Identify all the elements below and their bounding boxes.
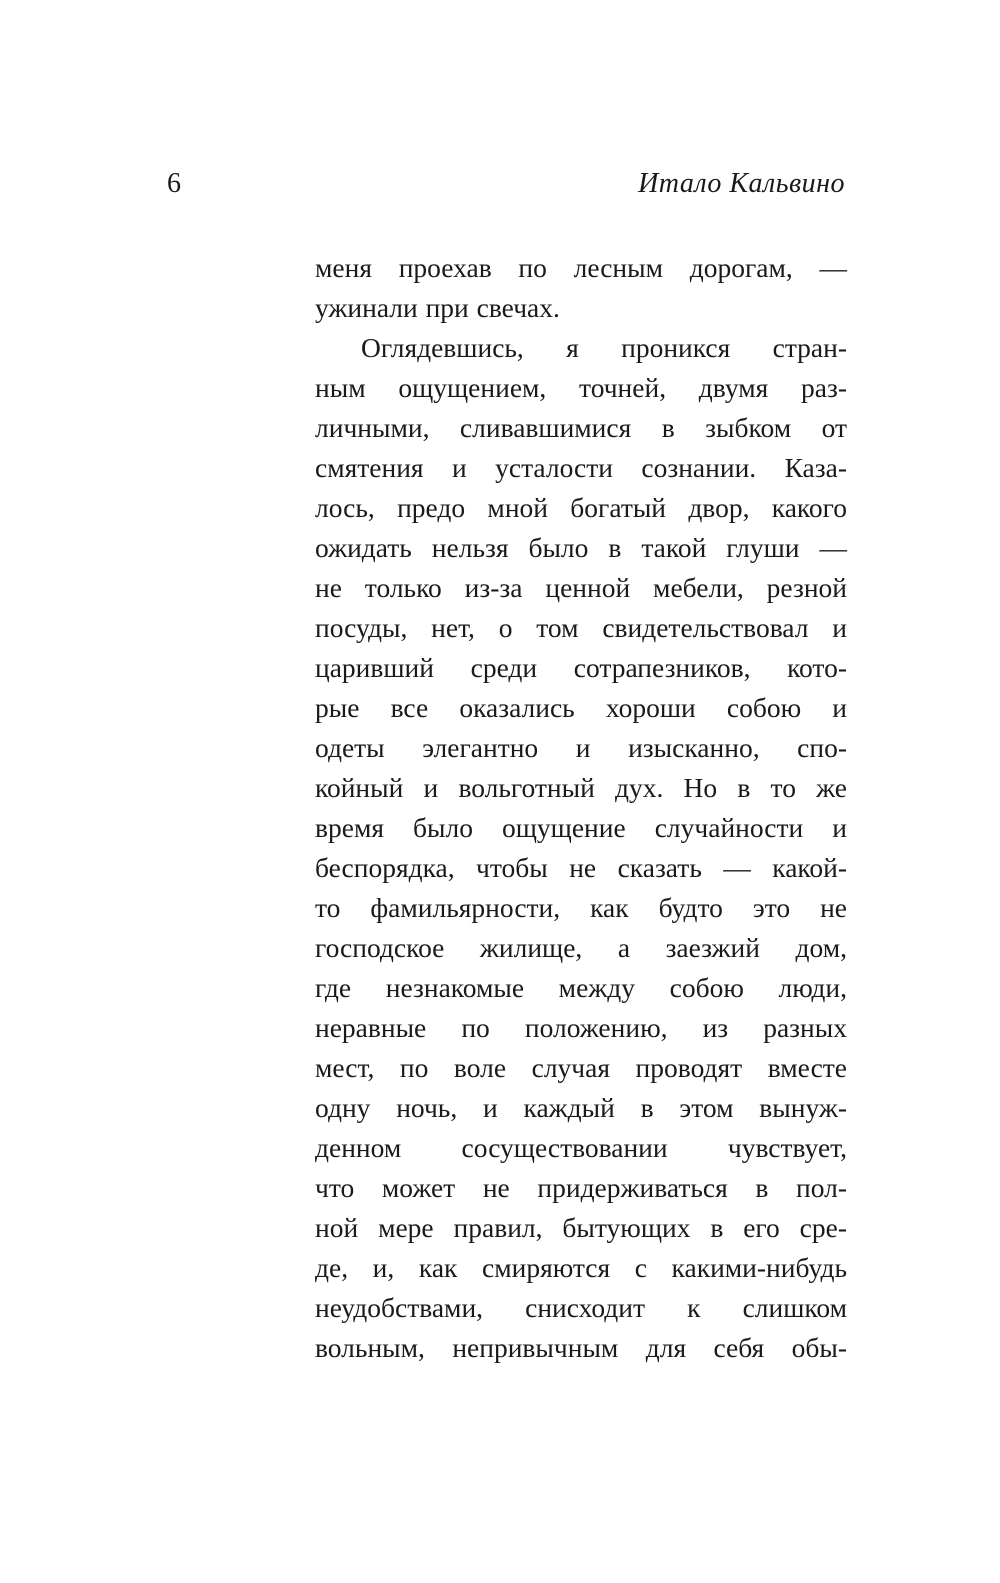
text-line: ной мере правил, бытующих в его сре-	[315, 1212, 847, 1243]
text-line: де, и, как смиряются с какими-нибудь	[315, 1252, 847, 1283]
text-line: койный и вольготный дух. Но в то же	[315, 772, 847, 803]
running-title: Итало Кальвино	[638, 168, 845, 199]
text-line: не только из-за ценной мебели, резной	[315, 572, 847, 603]
text-line: ным ощущением, точней, двумя раз-	[315, 372, 847, 403]
text-line: мест, по воле случая проводят вместе	[315, 1052, 847, 1083]
text-line: меня проехав по лесным дорогам, —	[315, 252, 847, 283]
text-line: ужинали при свечах.	[315, 292, 560, 323]
text-line: то фамильярности, как будто это не	[315, 892, 847, 923]
text-line: вольным, непривычным для себя обы-	[315, 1332, 847, 1363]
text-line: Оглядевшись, я проникся стран-	[361, 332, 847, 363]
text-line: рые все оказались хороши собою и	[315, 692, 847, 723]
text-line: одну ночь, и каждый в этом вынуж-	[315, 1092, 847, 1123]
text-line: где незнакомые между собою люди,	[315, 972, 847, 1003]
text-line: ожидать нельзя было в такой глуши —	[315, 532, 847, 563]
text-line: смятения и усталости сознании. Каза-	[315, 452, 847, 483]
text-line: денном сосуществовании чувствует,	[315, 1132, 847, 1163]
page-number: 6	[167, 168, 181, 199]
text-line: неудобствами, снисходит к слишком	[315, 1292, 847, 1323]
text-line: беспорядка, чтобы не сказать — какой-	[315, 852, 847, 883]
text-line: время было ощущение случайности и	[315, 812, 847, 843]
text-line: лось, предо мной богатый двор, какого	[315, 492, 847, 523]
text-line: личными, сливавшимися в зыбком от	[315, 412, 847, 443]
text-line: посуды, нет, о том свидетельствовал и	[315, 612, 847, 643]
text-line: одеты элегантно и изысканно, спо-	[315, 732, 847, 763]
text-line: господское жилище, а заезжий дом,	[315, 932, 847, 963]
text-line: неравные по положению, из разных	[315, 1012, 847, 1043]
text-line: царивший среди сотрапезников, кото-	[315, 652, 847, 683]
text-block	[315, 248, 847, 1368]
text-line: что может не придерживаться в пол-	[315, 1172, 847, 1203]
